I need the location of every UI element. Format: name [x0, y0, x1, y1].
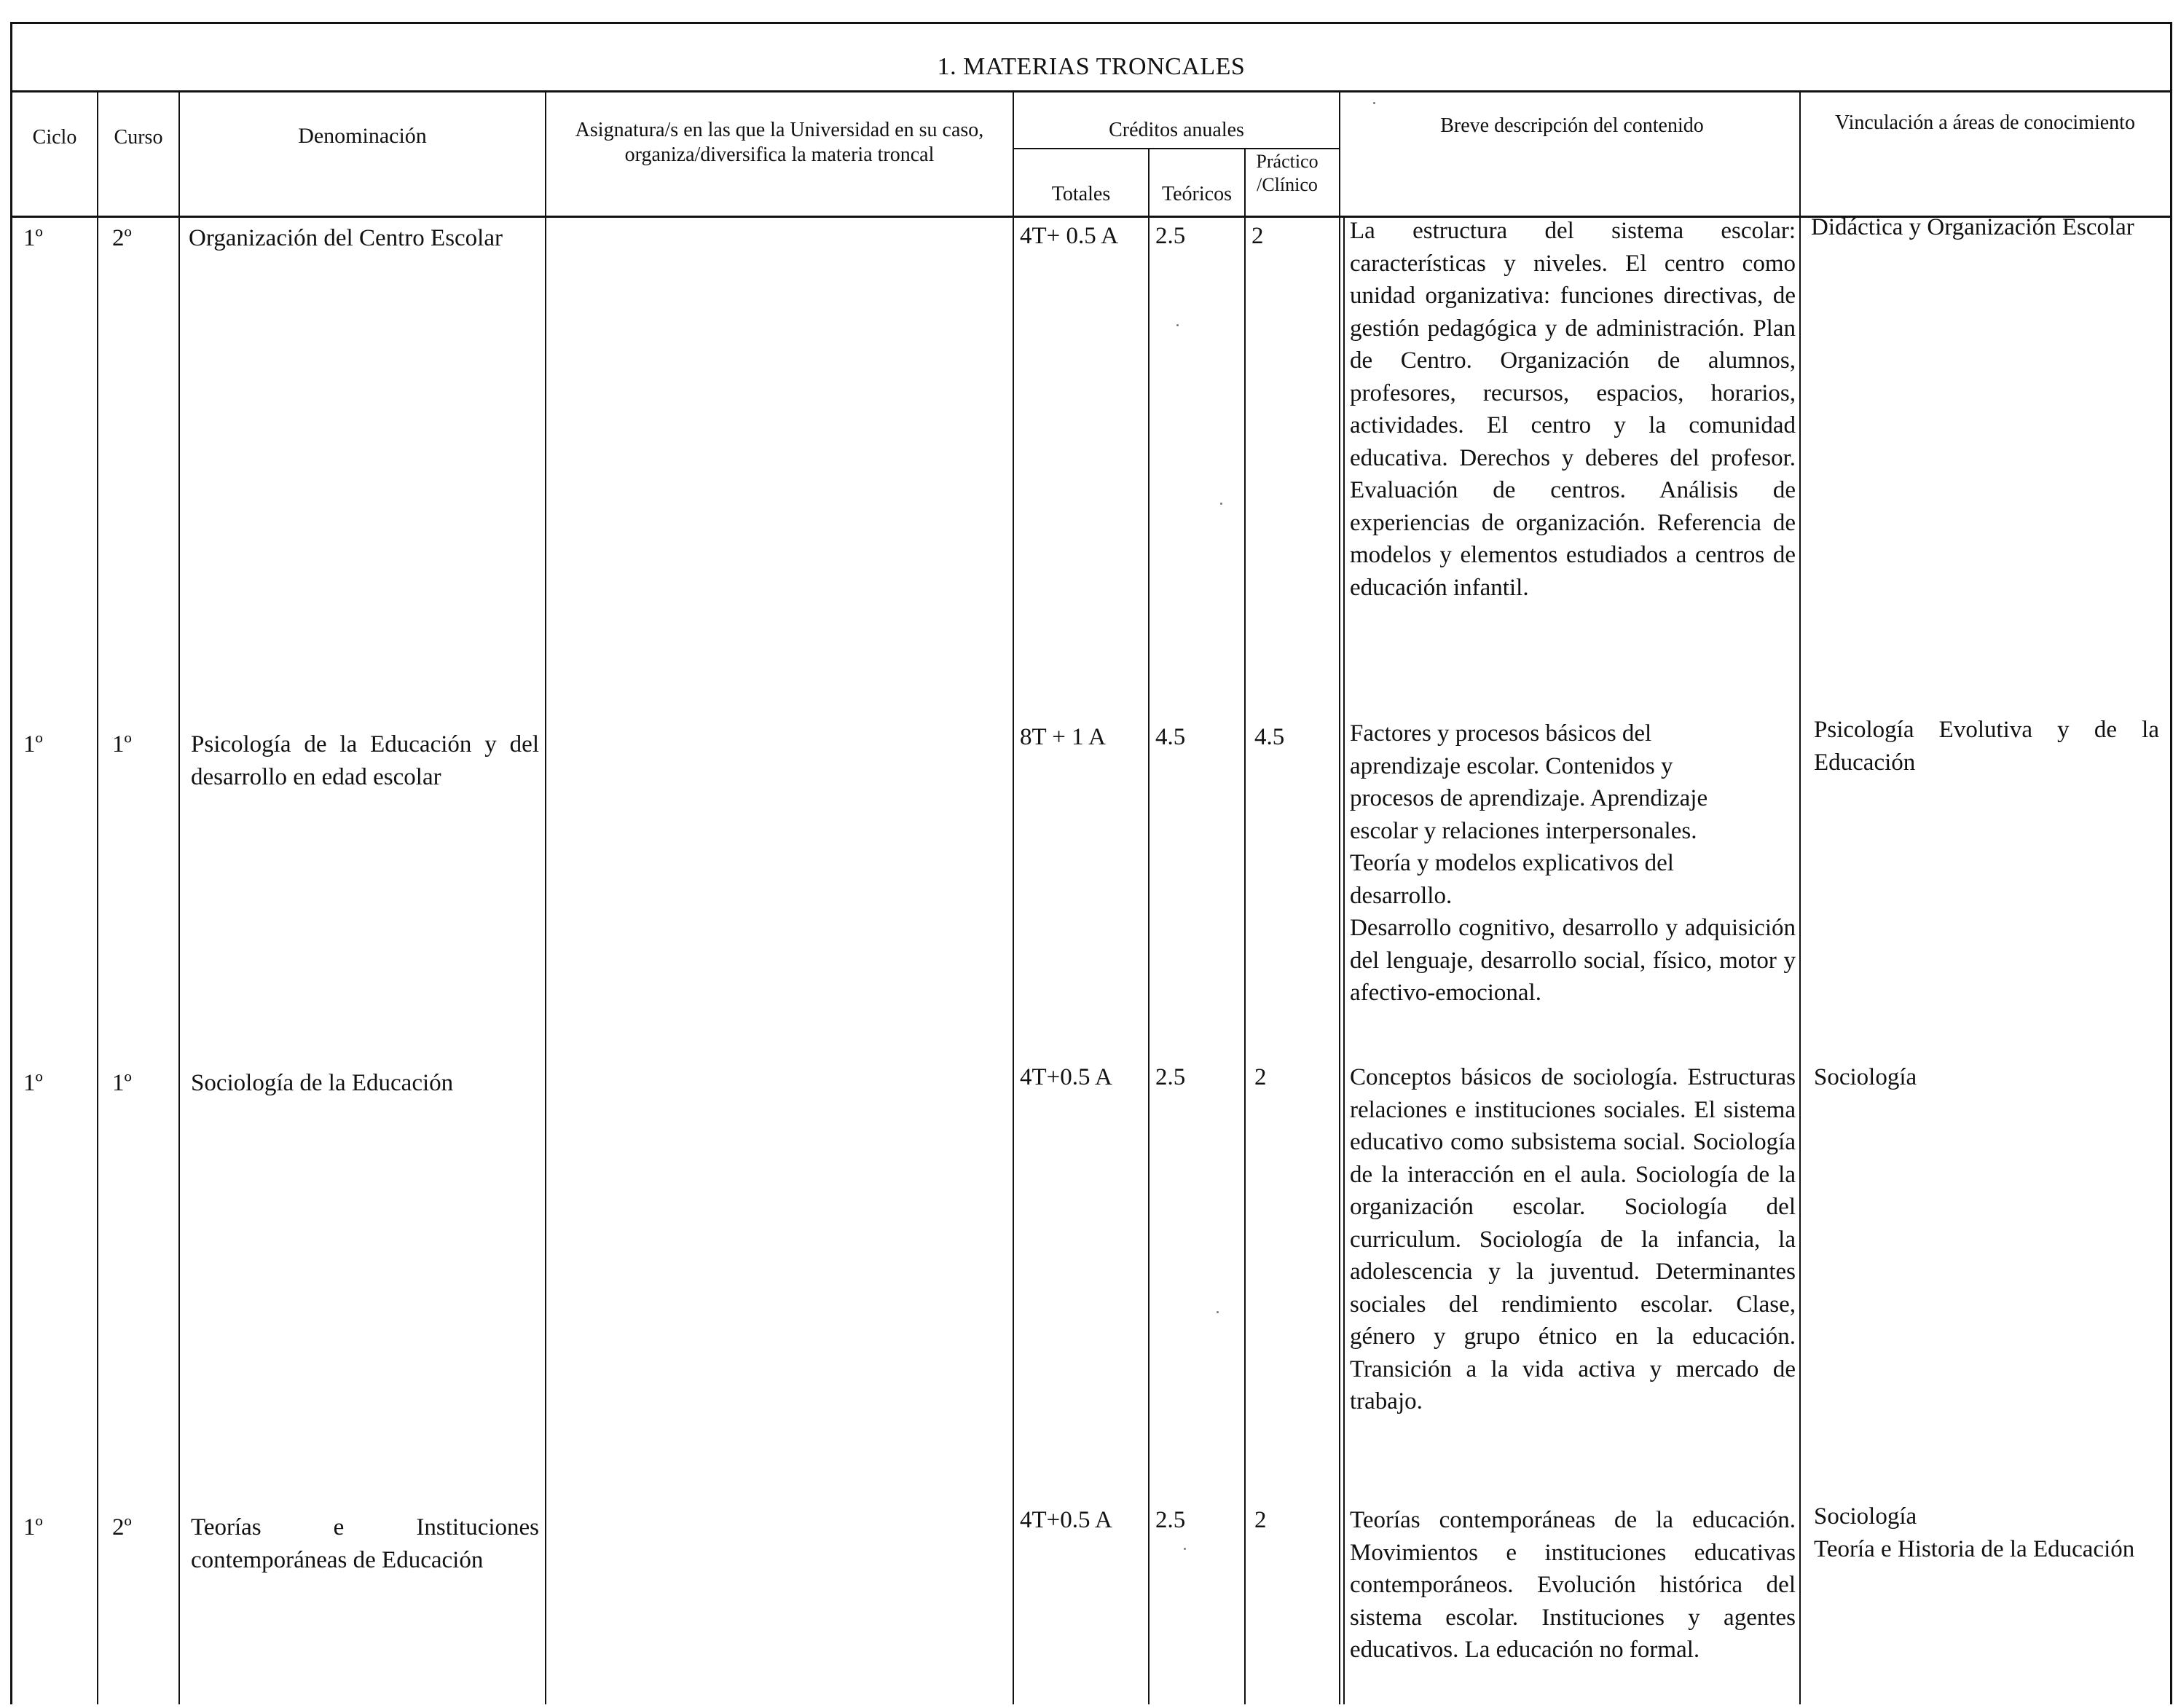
scan-speck	[1217, 1311, 1219, 1313]
row2-descripcion-line: desarrollo.	[1350, 882, 1453, 909]
row2-vinculacion: Psicología Evolutiva y de la Educación	[1814, 717, 2159, 776]
header-denominacion: Denominación	[298, 124, 427, 148]
row2-descripcion-line: Teoría y modelos explicativos del	[1350, 850, 1674, 876]
row3-descripcion: Conceptos básicos de sociología. Estructuras relaciones e instituciones sociales. El sistema educativo como subsistema social. Sociología de la interacción en el aula. Sociología de la organización escolar. Sociología del curriculum. Sociología de la infancia, la adolescencia y la juventud. Determinantes sociales del rendimiento escolar. Clase, género y grupo étnico en la educación. Transición a la vida activa y mercado de trabajo.	[1350, 1064, 1796, 1414]
col-sep-descripcion-a	[1343, 216, 1345, 1704]
row4-ciclo: 1º	[23, 1514, 43, 1540]
table-right-border	[2170, 22, 2172, 1704]
row1-practico: 2	[1251, 223, 1264, 249]
col-sep-creditos	[1339, 90, 1340, 1704]
row2-denominacion: Psicología de la Educación y del desarrollo en edad escolar	[191, 731, 539, 790]
row4-vinculacion-line: Sociología	[1814, 1503, 1917, 1530]
row2-teoricos: 4.5	[1155, 724, 1186, 750]
header-curso: Curso	[114, 126, 163, 149]
row3-totales: 4T+0.5 A	[1020, 1064, 1112, 1090]
col-sep-asignaturas	[1013, 90, 1014, 1704]
header-practico: Práctico /Clínico	[1256, 151, 1319, 195]
row4-descripcion: Teorías contemporáneas de la educación. Movimientos e instituciones educativas contemporáneos. Evolución histórica del sistema escolar. Instituciones y agentes educativos. La educación no formal.	[1350, 1507, 1796, 1663]
title-bottom-border	[10, 90, 2172, 93]
row2-descripcion	[1350, 717, 1796, 1010]
scan-speck	[1176, 324, 1179, 326]
row1-totales: 4T+ 0.5 A	[1020, 223, 1119, 249]
row2-totales: 8T + 1 A	[1020, 724, 1106, 750]
row2-descripcion-line: Factores y procesos básicos del	[1350, 720, 1652, 747]
row3-ciclo: 1º	[23, 1070, 43, 1096]
row4-teoricos: 2.5	[1155, 1507, 1186, 1533]
row4-curso: 2º	[112, 1514, 132, 1540]
col-sep-descripcion-b	[1799, 90, 1801, 1704]
row1-vinculacion: Didáctica y Organización Escolar	[1811, 214, 2134, 240]
scan-speck	[1373, 102, 1375, 104]
scan-speck	[1220, 503, 1222, 505]
row4-practico: 2	[1254, 1507, 1267, 1533]
row2-descripcion-line: escolar y relaciones interpersonales.	[1350, 817, 1697, 844]
row3-denominacion: Sociología de la Educación	[191, 1070, 454, 1096]
row1-ciclo: 1º	[23, 225, 43, 251]
row3-curso: 1º	[112, 1070, 132, 1096]
header-descripcion: Breve descripción del contenido	[1440, 114, 1704, 137]
col-sep-curso	[178, 90, 180, 1704]
creditos-subheader-border	[1013, 148, 1339, 149]
row2-curso: 1º	[112, 731, 132, 757]
col-sep-denominacion	[545, 90, 546, 1704]
row4-vinculacion	[1814, 1500, 2159, 1565]
row3-vinculacion: Sociología	[1814, 1064, 1917, 1090]
table-top-border	[10, 22, 2172, 24]
header-vinculacion: Vinculación a áreas de conocimiento	[1835, 111, 2135, 134]
row2-practico: 4.5	[1254, 724, 1285, 750]
row4-denominacion: Teorías e Instituciones contemporáneas de Educación	[191, 1514, 539, 1573]
row2-descripcion-line: aprendizaje escolar. Contenidos y	[1350, 752, 1673, 779]
header-totales: Totales	[1051, 183, 1111, 205]
row1-teoricos: 2.5	[1155, 223, 1186, 249]
row3-practico: 2	[1254, 1064, 1267, 1090]
header-ciclo: Ciclo	[32, 126, 77, 149]
col-sep-totales	[1148, 148, 1150, 1704]
header-asignaturas: Asignatura/s en las que la Universidad en su caso, organiza/diversifica la materia troncal	[575, 119, 984, 166]
row4-vinculacion-line: Teoría e Historia de la Educación	[1814, 1535, 2135, 1562]
section-title: 1. MATERIAS TRONCALES	[937, 53, 1246, 80]
row2-descripcion-tail: Desarrollo cognitivo, desarrollo y adquisición del lenguaje, desarrollo social, físico, motor y afectivo-emocional.	[1350, 915, 1796, 1006]
col-sep-ciclo	[97, 90, 98, 1704]
row3-teoricos: 2.5	[1155, 1064, 1186, 1090]
scan-speck	[1184, 1548, 1186, 1550]
table-left-border	[10, 22, 12, 1704]
row1-denominacion: Organización del Centro Escolar	[189, 225, 503, 251]
row1-curso: 2º	[112, 225, 132, 251]
row4-totales: 4T+0.5 A	[1020, 1507, 1112, 1533]
row1-descripcion: La estructura del sistema escolar: características y niveles. El centro como unidad organizativa: funciones directivas, de gestión pedagógica y de administración. Plan de Centro. Organización de alumnos, profesores, recursos, espacios, horarios, actividades. El centro y la comunidad educativa. Derechos y deberes del profesor. Evaluación de centros. Análisis de experiencias de organización. Referencia de modelos y elementos estudiados a centros de educación infantil.	[1350, 218, 1796, 601]
header-creditos: Créditos anuales	[1109, 119, 1244, 141]
col-sep-teoricos	[1244, 148, 1246, 1704]
header-teoricos: Teóricos	[1161, 183, 1232, 205]
row2-descripcion-line: procesos de aprendizaje. Aprendizaje	[1350, 785, 1708, 811]
row2-ciclo: 1º	[23, 731, 43, 757]
